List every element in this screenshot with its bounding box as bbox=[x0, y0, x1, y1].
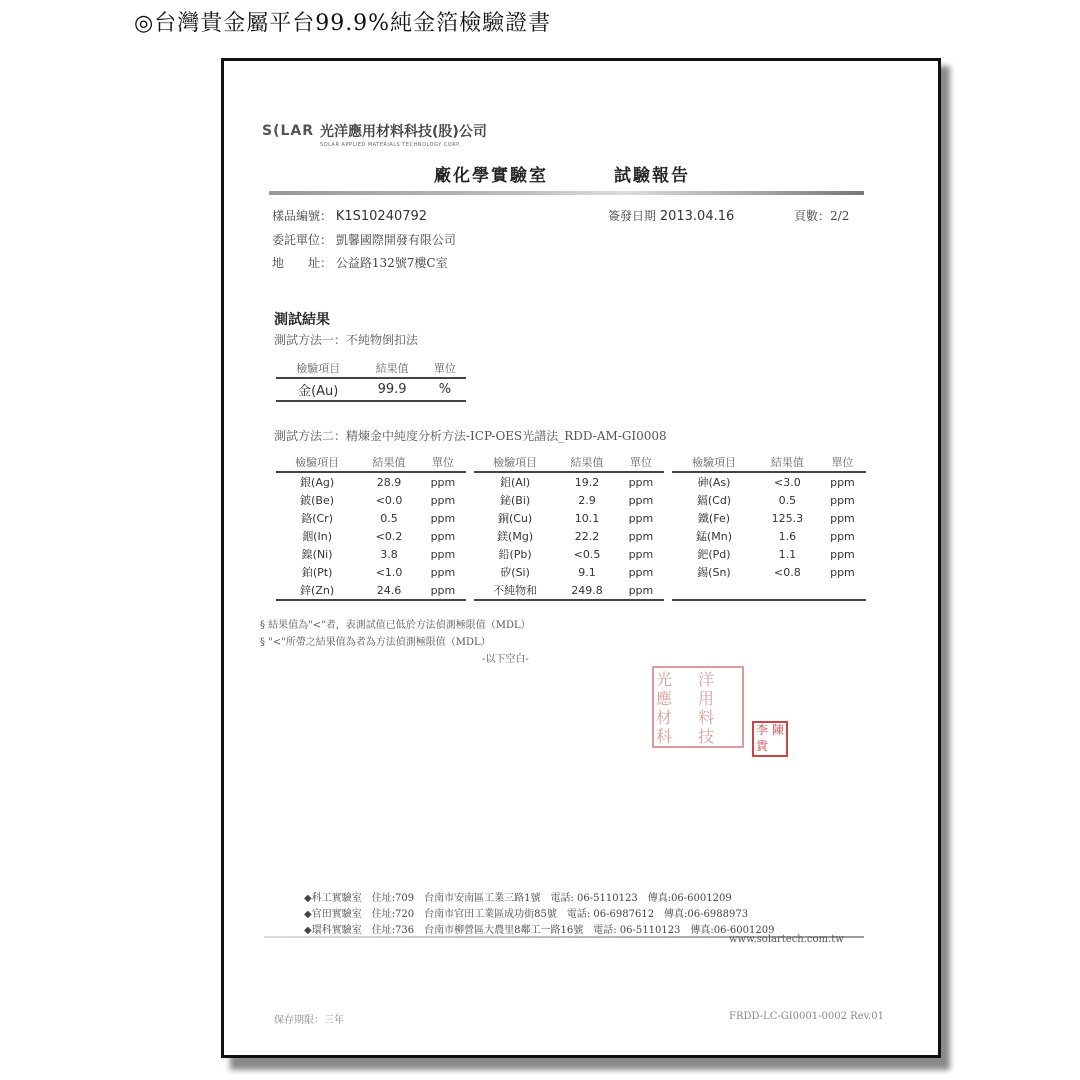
address-value: 公益路132號7樓C室 bbox=[335, 256, 448, 270]
method1-table: 檢驗項目 結果值 單位 金(Au) 99.9 % bbox=[276, 359, 466, 402]
company-logo bbox=[262, 121, 487, 148]
personal-seal-stamp: 李 陳 貴 bbox=[752, 721, 788, 757]
method2-table-2: 檢驗項目 結果值 單位 鋁(Al) 19.2 ppm 鉍(Bi) 2.9 ppm 銅(Cu) 10.1 ppm 鎂(Mg) 22.2 ppm 鉛(Pb) <0.5 ppm 矽(Si) 9.1 ppm 不純物和 249.8 ppm bbox=[474, 453, 664, 601]
page-caption: ◎台灣貴金屬平台99.9%純金箔檢驗證書 bbox=[134, 11, 552, 36]
sample-no-value: K1S10240792 bbox=[335, 209, 428, 224]
table-row: 銀(Ag) 28.9 ppm bbox=[300, 475, 456, 489]
page-count: 頁數：2/2 bbox=[794, 209, 850, 223]
note-2: § "<"所帶之結果值為者為方法偵測極限值（MDL） bbox=[260, 637, 491, 648]
issue-date-value: 2013.04.16 bbox=[659, 209, 735, 224]
report-title: 試驗報告 bbox=[614, 166, 690, 186]
table-row: 錫(Sn) <0.8 ppm bbox=[697, 565, 855, 579]
form-code: FRDD-LC-GI0001-0002 Rev.01 bbox=[729, 1011, 884, 1022]
solar-logo-icon: S(LAR bbox=[262, 123, 315, 139]
table-row: 銅(Cu) 10.1 ppm bbox=[497, 511, 654, 525]
company-name-en: SOLAR APPLIED MATERIALS TECHNOLOGY CORP. bbox=[320, 142, 461, 148]
table-row: 金(Au) 99.9 % bbox=[276, 378, 466, 401]
table-row: 鎘(Cd) 0.5 ppm bbox=[696, 493, 855, 507]
table-row: 鎂(Mg) 22.2 ppm bbox=[497, 529, 654, 543]
method1-label: 測試方法一：不純物倒扣法 bbox=[274, 333, 419, 347]
table-row: 鈀(Pd) 1.1 ppm bbox=[697, 547, 855, 561]
client-value: 凱馨國際開發有限公司 bbox=[335, 233, 456, 247]
lab-addresses bbox=[304, 891, 774, 939]
method2-table-1: 檢驗項目 結果值 單位 銀(Ag) 28.9 ppm 鈹(Be) <0.0 ppm 鉻(Cr) 0.5 ppm 銦(In) <0.2 ppm 鎳(Ni) 3.8 ppm 鉑(Pt) <1.0 ppm 鋅(Zn) 24.6 ppm bbox=[276, 453, 466, 601]
table-row: 鈹(Be) <0.0 ppm bbox=[300, 493, 456, 507]
address: 地 址： 公益路132號7樓C室 bbox=[272, 256, 448, 270]
table-row: 不純物和 249.8 ppm bbox=[474, 581, 664, 600]
table-row: 銦(In) <0.2 ppm bbox=[302, 529, 456, 543]
note-1: § 結果值為"<"者，表測試值已低於方法偵測極限值（MDL） bbox=[260, 620, 531, 631]
table-row: 砷(As) <3.0 ppm bbox=[697, 475, 855, 489]
sample-no: 樣品編號： K1S10240792 bbox=[272, 209, 428, 224]
table-row: 矽(Si) 9.1 ppm bbox=[500, 565, 654, 579]
lab-address-3: ◆環科實驗室 住址:736 台南市柳營區大農里8鄰工一路16號 電話: 06-5110123 傳真:06-6001209 bbox=[304, 925, 775, 936]
company-seal-stamp: 光 洋 應 用 材 料 科 技 bbox=[652, 666, 744, 748]
table-row bbox=[672, 581, 866, 600]
table-row: 鉍(Bi) 2.9 ppm bbox=[500, 493, 654, 507]
table-row: 鐵(Fe) 125.3 ppm bbox=[697, 511, 855, 525]
notes bbox=[260, 617, 531, 668]
table-row: 鋁(Al) 19.2 ppm bbox=[500, 475, 654, 489]
issue-date: 簽發日期 2013.04.16 bbox=[608, 209, 735, 224]
company-name-cn: 光洋應用材料科技(股)公司 bbox=[320, 124, 487, 140]
website: www.solartech.com.tw bbox=[729, 934, 844, 945]
table-row: 鋅(Zn) 24.6 ppm bbox=[276, 581, 466, 600]
client: 委託單位： 凱馨國際開發有限公司 bbox=[272, 233, 456, 247]
lab-title: 廠化學實驗室 bbox=[434, 166, 548, 186]
certificate-page bbox=[221, 58, 941, 1058]
header-divider bbox=[269, 191, 864, 195]
table-row: 鎳(Ni) 3.8 ppm bbox=[301, 547, 456, 561]
table-row: 錳(Mn) 1.6 ppm bbox=[695, 529, 855, 543]
table-row: 鉑(Pt) <1.0 ppm bbox=[301, 565, 456, 579]
method2-table-3: 檢驗項目 結果值 單位 砷(As) <3.0 ppm 鎘(Cd) 0.5 ppm 鐵(Fe) 125.3 ppm 錳(Mn) 1.6 ppm 鈀(Pd) 1.1 ppm 錫(Sn) <0.8 ppm bbox=[672, 453, 866, 601]
lab-address-2: ◆官田實驗室 住址:720 台南市官田工業區成功街85號 電話: 06-6987612 傳真:06-6988973 bbox=[304, 909, 749, 920]
table-row: 鉛(Pb) <0.5 ppm bbox=[498, 547, 654, 561]
results-title: 測試結果 bbox=[274, 312, 330, 328]
retention-period: 保存期限：三年 bbox=[274, 1015, 344, 1026]
table-row: 鉻(Cr) 0.5 ppm bbox=[301, 511, 456, 525]
method2-label: 測試方法二：精煉金中純度分析方法-ICP-OES光譜法_RDD-AM-GI0008 bbox=[274, 429, 667, 443]
blank-below: -以下空白- bbox=[482, 654, 529, 665]
lab-address-1: ◆科工實驗室 住址:709 台南市安南區工業三路1號 電話: 06-5110123 傳真:06-6001209 bbox=[304, 893, 732, 904]
